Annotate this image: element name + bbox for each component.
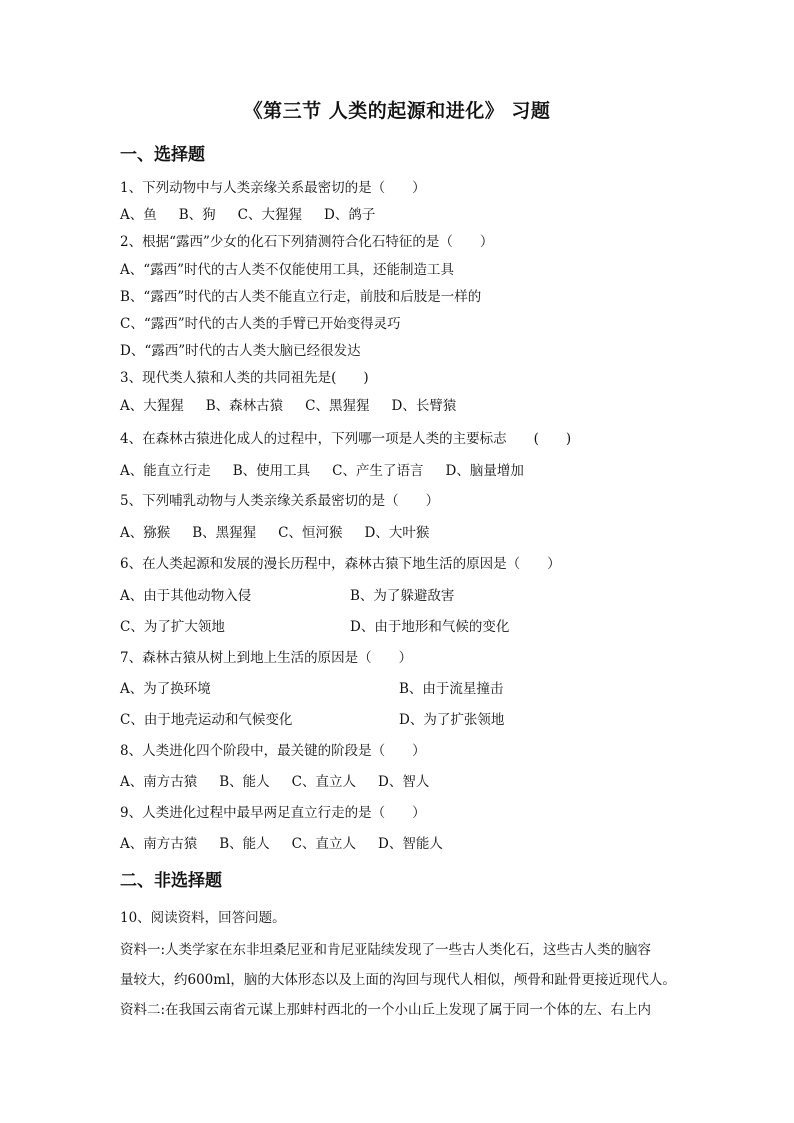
question-9-stem: 9、人类进化过程中最早两足直立行走的是（ ） [120,805,426,821]
question-1-stem: 1、下列动物中与人类亲缘关系最密切的是（ ） [120,180,426,196]
question-2-stem: 2、根据“露西”少女的化石下列猜测符合化石特征的是（ ） [120,234,494,250]
option-a: A、大猩猩 [120,398,184,414]
option-c: C、产生了语言 [332,463,424,479]
question-6-option-b: B、为了躲避敌害 [350,588,455,604]
question-3-stem: 3、现代类人猿和人类的共同祖先是( ) [120,370,369,386]
question-7-option-c: C、由于地壳运动和气候变化 [120,712,293,728]
option-b: B、能人 [219,774,270,790]
question-5-stem: 5、下列哺乳动物与人类亲缘关系最密切的是（ ） [120,493,440,509]
page-title: 《第三节 人类的起源和进化》 习题 [243,100,551,122]
section-heading-nonchoice: 二、非选择题 [120,871,222,891]
material-line: 量较大，约600ml，脑的大体形态以及上面的沟回与现代人相似，颅骨和趾骨更接近现代人。 [120,972,676,988]
question-6-option-a: A、由于其他动物入侵 [120,588,252,604]
question-10-stem: 10、阅读资料，回答问题。 [120,910,286,926]
question-7-option-d: D、为了扩张领地 [399,712,505,728]
question-8-options [120,770,451,790]
option-b: B、森林古猿 [205,398,284,414]
option-b: B、黑猩猩 [192,525,257,541]
section-heading-choice: 一、选择题 [120,145,205,165]
option-d: D、脑量增加 [445,463,524,479]
option-a: A、鱼 [120,207,157,223]
question-6-option-d: D、由于地形和气候的变化 [350,619,510,635]
option-a: A、猕猴 [120,525,171,541]
question-6-option-c: C、为了扩大领地 [120,619,225,635]
option-a: A、能直立行走 [120,463,211,479]
question-2-option-c: C、“露西”时代的古人类的手臂已开始变得灵巧 [120,316,401,332]
material-line: 资料二:在我国云南省元谋上那蚌村西北的一个小山丘上发现了属于同一个体的左、右上内 [120,1002,652,1018]
option-b: B、能人 [219,836,270,852]
option-b: B、狗 [178,207,216,223]
question-2-option-d: D、“露西”时代的古人类大脑已经很发达 [120,343,361,359]
option-d: D、长臂猿 [391,398,457,414]
question-8-stem: 8、人类进化四个阶段中，最关键的阶段是（ ） [120,743,426,759]
question-3-options [120,394,478,414]
question-5-options [120,521,451,541]
question-2-option-a: A、“露西”时代的古人类不仅能使用工具，还能制造工具 [120,262,455,278]
option-b: B、使用工具 [232,463,311,479]
option-a: A、南方古猿 [120,774,198,790]
option-d: D、大叶猴 [364,525,430,541]
question-9-options [120,832,465,852]
option-c: C、恒河猴 [278,525,343,541]
question-2-option-b: B、“露西”时代的古人类不能直立行走，前肢和后肢是一样的 [120,289,482,305]
option-c: C、大猩猩 [237,207,303,223]
question-6-stem: 6、在人类起源和发展的漫长历程中，森林古猿下地生活的原因是（ ） [120,556,561,572]
question-4-options [120,459,546,479]
question-7-option-b: B、由于流星撞击 [399,681,504,697]
material-line: 资料一:人类学家在东非坦桑尼亚和肯尼亚陆续发现了一些古人类化石，这些古人类的脑容 [120,942,652,958]
option-d: D、智人 [378,774,430,790]
option-d: D、智能人 [378,836,443,852]
option-a: A、南方古猿 [120,836,198,852]
question-4-stem: 4、在森林古猿进化成人的过程中，下列哪一项是人类的主要标志 ( ) [120,431,572,447]
option-c: C、直立人 [291,774,357,790]
question-7-option-a: A、为了换环境 [120,681,211,697]
option-c: C、直立人 [291,836,357,852]
option-c: C、黑猩猩 [305,398,370,414]
question-1-options [120,203,397,223]
option-d: D、鸽子 [324,207,376,223]
question-7-stem: 7、森林古猿从树上到地上生活的原因是（ ） [120,650,413,666]
